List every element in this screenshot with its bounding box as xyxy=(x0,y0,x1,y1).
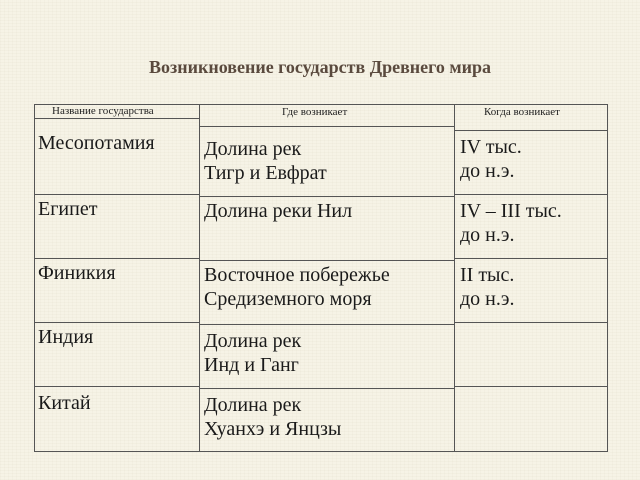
row-1-when-1: IV – III тыс. xyxy=(460,200,562,222)
row-0-name: Месопотамия xyxy=(38,132,155,154)
states-table xyxy=(34,104,608,452)
table-border-left xyxy=(34,104,35,452)
row-2-name: Финикия xyxy=(38,262,116,284)
row-2-where-2: Средиземного моря xyxy=(204,288,372,310)
row-2-when-2: до н.э. xyxy=(460,288,515,310)
row-4-name: Китай xyxy=(38,392,91,414)
row-0-where-1: Долина рек xyxy=(204,138,302,160)
row-line-c1-1 xyxy=(34,194,199,195)
row-line-c1-3 xyxy=(34,322,199,323)
row-line-c3-3 xyxy=(454,322,608,323)
row-3-name: Индия xyxy=(38,326,94,348)
row-1-when-2: до н.э. xyxy=(460,224,515,246)
row-4-where-2: Хуанхэ и Янцзы xyxy=(204,418,342,440)
hdr-line-3 xyxy=(454,130,608,131)
hdr-line-2 xyxy=(199,126,454,127)
col-divider-2 xyxy=(454,104,455,452)
row-line-c2-4 xyxy=(199,388,454,389)
row-0-where-2: Тигр и Евфрат xyxy=(204,162,327,184)
table-border-bottom xyxy=(34,451,608,452)
row-line-c1-4 xyxy=(34,386,199,387)
row-0-when-2: до н.э. xyxy=(460,160,515,182)
col-divider-1 xyxy=(199,104,200,452)
row-2-where-1: Восточное побережье xyxy=(204,264,390,286)
row-line-c1-2 xyxy=(34,258,199,259)
row-line-c3-1 xyxy=(454,194,608,195)
header-when: Когда возникает xyxy=(484,106,560,118)
row-line-c3-2 xyxy=(454,258,608,259)
header-name: Название государства xyxy=(52,105,154,117)
row-line-c3-4 xyxy=(454,386,608,387)
slide-title: Возникновение государств Древнего мира xyxy=(148,57,492,77)
hdr-line-1 xyxy=(34,118,199,119)
row-1-where-1: Долина реки Нил xyxy=(204,200,353,222)
row-line-c2-3 xyxy=(199,324,454,325)
header-where: Где возникает xyxy=(282,106,348,118)
row-3-where-1: Долина рек xyxy=(204,330,302,352)
row-3-where-2: Инд и Ганг xyxy=(204,354,299,376)
row-0-when-1: IV тыс. xyxy=(460,136,522,158)
table-border-right xyxy=(607,104,608,452)
row-2-when-1: II тыс. xyxy=(460,264,515,286)
row-line-c2-2 xyxy=(199,260,454,261)
row-4-where-1: Долина рек xyxy=(204,394,302,416)
row-line-c2-1 xyxy=(199,196,454,197)
row-1-name: Египет xyxy=(38,198,98,220)
